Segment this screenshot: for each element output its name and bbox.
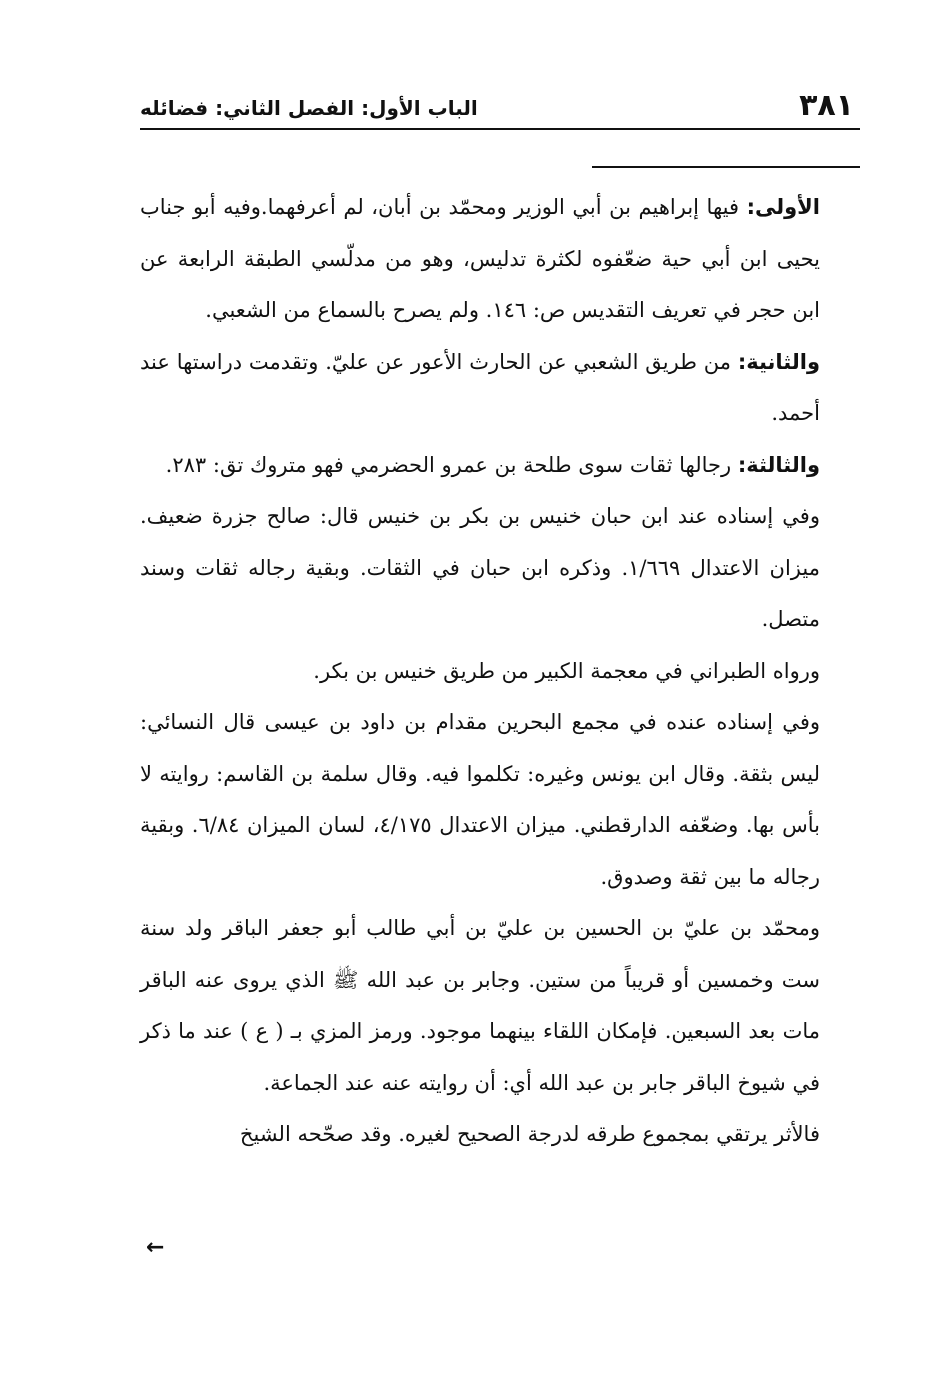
paragraph-text: من طريق الشعبي عن الحارث الأعور عن عليّ. وتقدمت دراستها عند أحمد. xyxy=(140,349,820,425)
paragraph-baqir xyxy=(140,903,820,1109)
paragraph-lead: الأولى: xyxy=(746,195,820,219)
body-text xyxy=(140,182,820,1161)
paragraph-tabarani xyxy=(140,646,820,698)
paragraph-text: فيها إبراهيم بن أبي الوزير ومحمّد بن أبان، لم أعرفهما.وفيه أبو جناب يحيى ابن أبي حية ضعّفوه لكثرة تدليس، وهو من مدلّسي الطبقة الرابعة عن ابن حجر في تعريف التقديس ص: ١٤٦. ولم يصرح بالسماع من الشعبي. xyxy=(140,195,820,322)
running-title: الباب الأول: الفصل الثاني: فضائله xyxy=(140,96,478,120)
paragraph-text: فالأثر يرتقي بمجموع طرقه لدرجة الصحيح لغيره. وقد صحّحه الشيخ xyxy=(239,1122,820,1146)
page-header xyxy=(140,88,860,130)
paragraph-text: ورواه الطبراني في معجمة الكبير من طريق خنيس بن بكر. xyxy=(313,658,820,683)
paragraph-majma xyxy=(140,697,820,903)
paragraph-lead: والثالثة: xyxy=(737,452,820,477)
paragraph-third xyxy=(140,440,820,492)
paragraph-text: وفي إسناده عند ابن حبان خنيس بن بكر بن خنيس قال: صالح جزرة ضعيف. ميزان الاعتدال ١/٦٦٩. وذكره ابن حبان في الثقات. وبقية رجاله ثقات وسند متصل. xyxy=(140,504,820,631)
paragraph-second xyxy=(140,337,820,440)
paragraph-lead: والثانية: xyxy=(737,349,820,374)
paragraph-ibn-hibban xyxy=(140,491,820,646)
continuation-arrow-icon: ← xyxy=(146,1235,165,1260)
paragraph-text: رجالها ثقات سوى طلحة بن عمرو الحضرمي فهو متروك تق: ٢٨٣. xyxy=(165,452,738,477)
paragraph-text: وفي إسناده عنده في مجمع البحرين مقدام بن داود بن عيسى قال النسائي: ليس بثقة. وقال ابن يونس وغيره: تكلموا فيه. وقال سلمة بن القاسم: روايته لا بأس بها. وضعّفه الدارقطني. ميزان الاعتدال ٤/١٧٥، لسان الميزان ٦/٨٤. وبقية رجاله ما بين ثقة وصدوق. xyxy=(140,710,821,889)
paragraph-text: ومحمّد بن عليّ بن الحسين بن عليّ بن أبي طالب أبو جعفر الباقر ولد سنة ست وخمسين أو قريباً من ستين. وجابر بن عبد الله ﷺ الذي يروى عنه الباقر مات بعد السبعين. فإمكان اللقاء بينهما موجود. ورمز المزي بـ ( ع ) عند ما ذكر في شيوخ الباقر جابر بن عبد الله أي: أن روايته عنه عند الجماعة. xyxy=(140,916,820,1095)
paragraph-conclusion xyxy=(140,1109,820,1161)
page-number: ٣٨١ xyxy=(799,88,854,123)
footnote-separator-rule xyxy=(592,166,860,168)
paragraph-first xyxy=(140,182,820,337)
